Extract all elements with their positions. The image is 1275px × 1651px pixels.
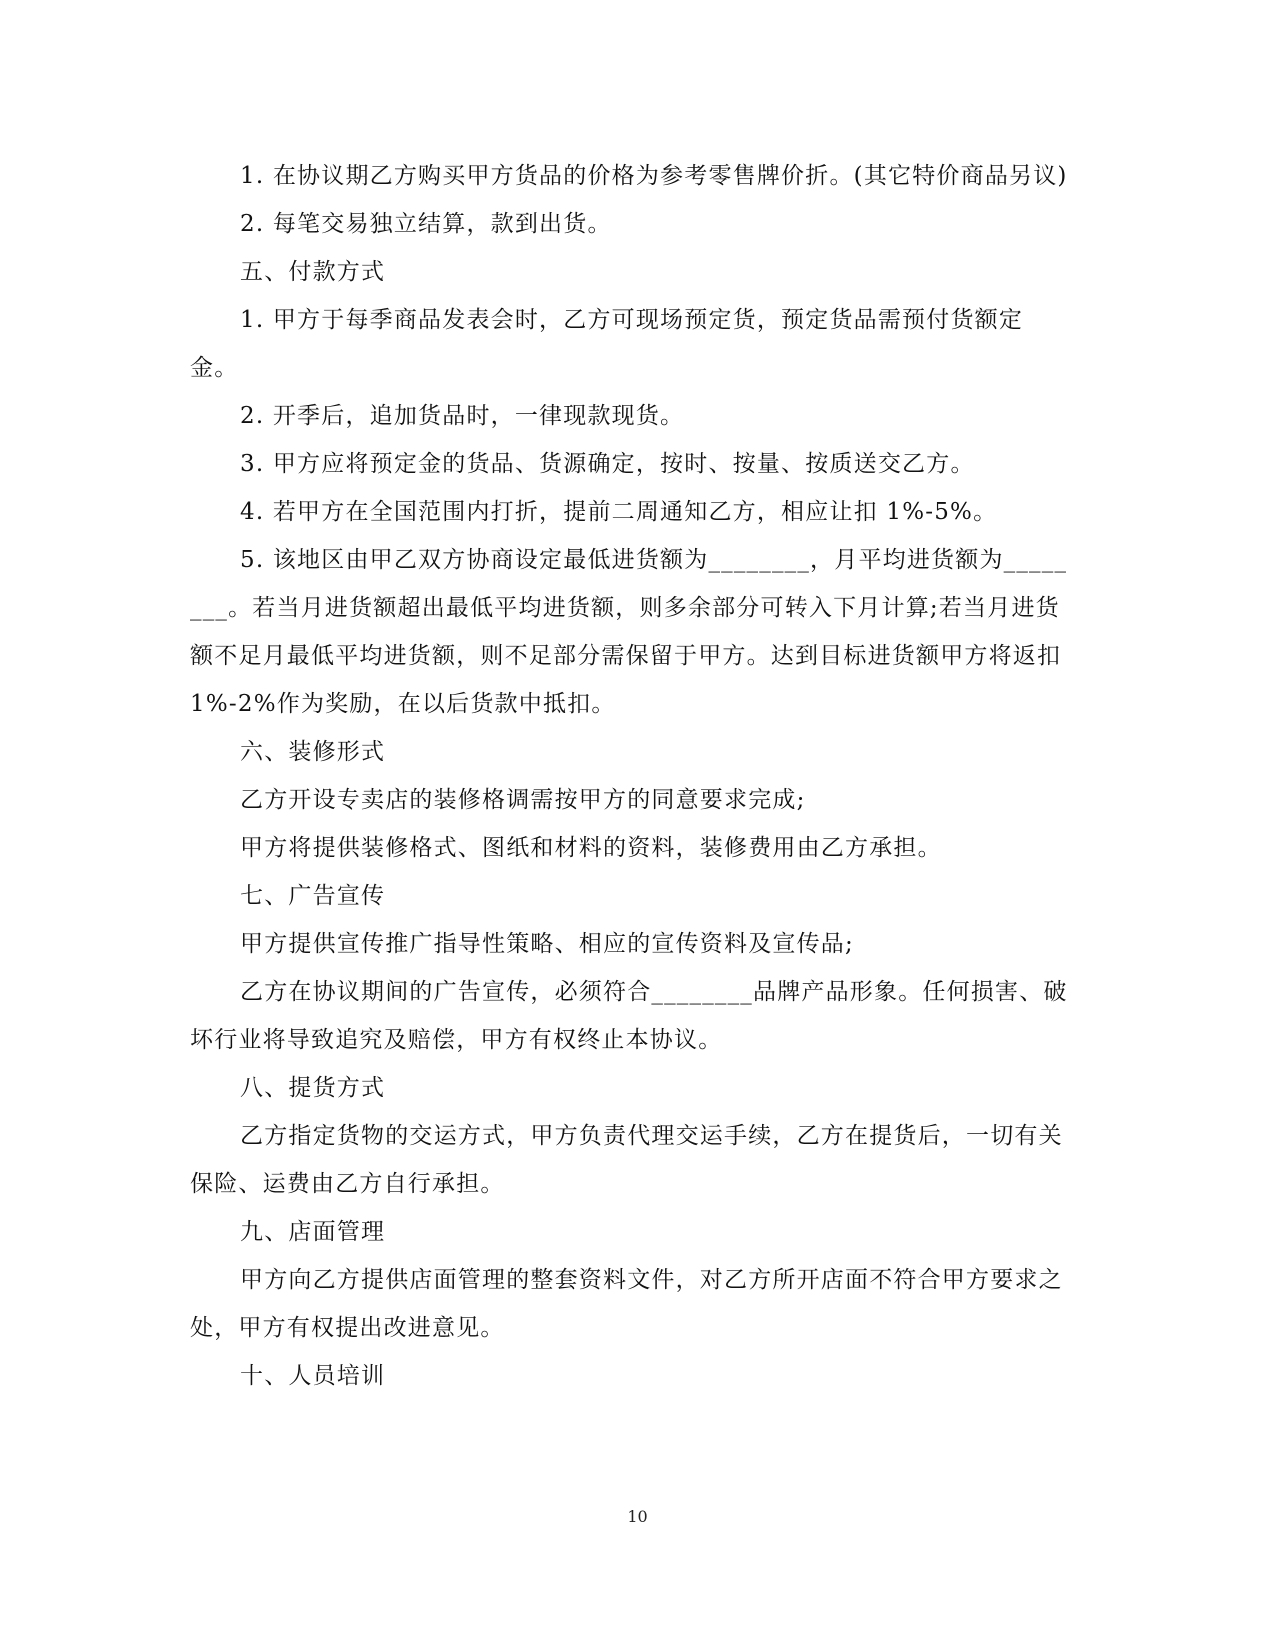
paragraph-store-management: 甲方向乙方提供店面管理的整套资料文件，对乙方所开店面不符合甲方要求之处，甲方有权提出改进意见。 bbox=[190, 1267, 1063, 1341]
paragraph-advertising-1: 甲方提供宣传推广指导性策略、相应的宣传资料及宣传品; bbox=[240, 931, 854, 957]
page-number: 10 bbox=[627, 1507, 648, 1526]
paragraph-decoration-2: 甲方将提供装修格式、图纸和材料的资料，装修费用由乙方承担。 bbox=[240, 835, 942, 861]
section-heading-advertising: 七、广告宣传 bbox=[240, 883, 386, 909]
paragraph-payment-2: 2. 开季后，追加货品时，一律现款现货。 bbox=[240, 403, 685, 429]
paragraph-settlement: 2. 每笔交易独立结算，款到出货。 bbox=[240, 211, 612, 237]
paragraph-price-terms: 1. 在协议期乙方购买甲方货品的价格为参考零售牌价折。(其它特价商品另议) bbox=[240, 163, 1068, 189]
section-heading-store-management: 九、店面管理 bbox=[240, 1219, 386, 1245]
paragraph-decoration-1: 乙方开设专卖店的装修格调需按甲方的同意要求完成; bbox=[240, 787, 806, 813]
section-heading-payment: 五、付款方式 bbox=[240, 259, 386, 285]
paragraph-advertising-2: 乙方在协议期间的广告宣传，必须符合________品牌产品形象。任何损害、破坏行业将导致追究及赔偿，甲方有权终止本协议。 bbox=[190, 979, 1068, 1053]
paragraph-payment-3: 3. 甲方应将预定金的货品、货源确定，按时、按量、按质送交乙方。 bbox=[240, 451, 975, 477]
section-heading-delivery: 八、提货方式 bbox=[240, 1075, 386, 1101]
paragraph-payment-4: 4. 若甲方在全国范围内打折，提前二周通知乙方，相应让扣 1%-5%。 bbox=[240, 499, 998, 525]
section-heading-decoration: 六、装修形式 bbox=[240, 739, 386, 765]
document-body bbox=[190, 152, 1070, 1400]
paragraph-delivery: 乙方指定货物的交运方式，甲方负责代理交运手续，乙方在提货后，一切有关保险、运费由乙方自行承担。 bbox=[190, 1123, 1063, 1197]
section-heading-training: 十、人员培训 bbox=[240, 1363, 386, 1389]
paragraph-payment-5: 5. 该地区由甲乙双方协商设定最低进货额为________，月平均进货额为________。若当月进货额超出最低平均进货额，则多余部分可转入下月计算;若当月进货额不足月最低平均进货额，则不足部分需保留于甲方。达到目标进货额甲方将返扣 1%-2%作为奖励，在以后货款中抵扣。 bbox=[190, 547, 1068, 717]
paragraph-payment-1: 1. 甲方于每季商品发表会时，乙方可现场预定货，预定货品需预付货额定金。 bbox=[190, 307, 1024, 381]
